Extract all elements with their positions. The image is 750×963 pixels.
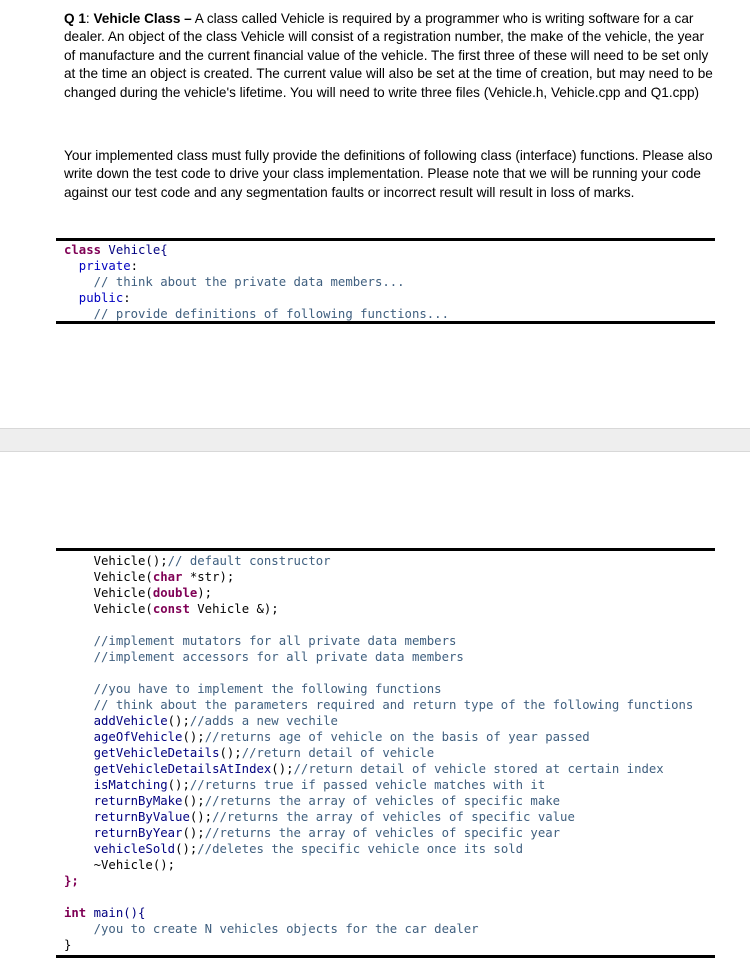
code-token: Vehicle( (64, 570, 153, 584)
code-token: (); (219, 746, 242, 760)
code-token: char (152, 570, 183, 584)
code-top-rule (56, 238, 715, 241)
code-line (64, 825, 693, 841)
code-line (64, 274, 449, 290)
code-token: vehicleSold (64, 842, 176, 856)
code-token: public (64, 291, 124, 305)
code-token: //return detail of vehicle (241, 746, 435, 760)
code-token: //implement mutators for all private data members (64, 634, 457, 648)
code-line (64, 793, 693, 809)
code-token: main(){ (93, 906, 146, 920)
code-line (64, 258, 449, 274)
code-token: (); (167, 714, 190, 728)
code-token: double (152, 586, 198, 600)
code-token: //returns the array of vehicles of specific value (212, 810, 575, 824)
question-intro: A class called Vehicle is required by a programmer who is writing software for a car dealer. An object of the class Vehicle will consist of a registration number, the make of the vehicle, the year of manufacture and the current financial value of the vehicle. The first three of these will need to be set only at the time an object is created. The current value will also be set at the time of creation, but may need to be changed during the vehicle's lifetime. You will need to write three files (Vehicle.h, Vehicle.cpp and Q1.cpp) (64, 11, 713, 100)
code-token: class (64, 243, 109, 257)
code-token: (); (182, 794, 205, 808)
code-line (64, 649, 693, 665)
code-token: //deletes the specific vehicle once its sold (197, 842, 524, 856)
code-token: // provide definitions of following functions... (64, 307, 449, 321)
code-token: // default constructor (167, 554, 331, 568)
code-token: //implement accessors for all private data members (64, 650, 464, 664)
code-end-rule (56, 955, 715, 958)
code-line (64, 809, 693, 825)
code-token: //returns the array of vehicles of specific make (204, 794, 561, 808)
code-line (64, 857, 693, 873)
code-line (64, 681, 693, 697)
page-break-gap (0, 428, 750, 452)
code-token: Vehicle( (64, 602, 153, 616)
code-line (64, 306, 449, 322)
code-line (64, 905, 693, 921)
code-token: addVehicle (64, 714, 168, 728)
code-line (64, 553, 693, 569)
question-label: Q 1 (64, 11, 86, 26)
code-token: const (152, 602, 190, 616)
code-line (64, 777, 693, 793)
class-body-code (64, 553, 693, 953)
code-line (64, 585, 693, 601)
code-token: *str); (182, 570, 235, 584)
code-line (64, 242, 449, 258)
code-token: returnByMake (64, 794, 183, 808)
code-token: private (64, 259, 131, 273)
code-token: Vehicle(); (64, 554, 168, 568)
code-top-bottom-rule (56, 321, 715, 324)
code-token: Vehicle{ (108, 243, 168, 257)
code-line (64, 873, 693, 889)
code-token: (); (189, 810, 213, 824)
code-line (64, 569, 693, 585)
code-token: // think about the parameters required and return type of the following functions (64, 698, 694, 712)
code-token: //adds a new vechile (189, 714, 338, 728)
class-header-code (64, 242, 449, 322)
code-line (64, 841, 693, 857)
code-token: //return detail of vehicle stored at certain index (293, 762, 664, 776)
code-token: getVehicleDetails (64, 746, 220, 760)
code-token: Vehicle( (64, 586, 153, 600)
code-token: : (123, 291, 131, 305)
code-token: (); (182, 730, 205, 744)
code-token: (); (182, 826, 205, 840)
code-line (64, 745, 693, 761)
code-token: /you to create N vehicles objects for the car dealer (64, 922, 479, 936)
code-token: getVehicleDetailsAtIndex (64, 762, 272, 776)
code-line (64, 937, 693, 953)
code-token: : (130, 259, 139, 273)
code-line (64, 889, 693, 905)
code-token: //returns true if passed vehicle matches with it (189, 778, 546, 792)
code-token: returnByValue (64, 810, 190, 824)
code-token: (); (175, 842, 198, 856)
question-paragraph: Q 1: Vehicle Class – A class called Vehicle is required by a programmer who is writing software for a car dealer. An object of the class Vehicle will consist of a registration number, the make of the vehicle, the year of manufacture and the current financial value of the vehicle. The first three of these will need to be set only at the time an object is created. The current value will also be set at the time of creation, but may need to be changed during the vehicle's lifetime. You will need to write three files (Vehicle.h, Vehicle.cpp and Q1.cpp) (64, 11, 713, 100)
code-bottom-rule (56, 548, 715, 551)
code-line (64, 713, 693, 729)
question-title: Vehicle Class – (93, 11, 192, 26)
code-token: ); (197, 586, 213, 600)
code-line (64, 617, 693, 633)
code-line (64, 290, 449, 306)
code-token: ~Vehicle(); (64, 858, 176, 872)
code-token: // think about the private data members... (64, 275, 405, 289)
code-token: //you have to implement the following functions (64, 682, 442, 696)
code-line (64, 921, 693, 937)
instructions-paragraph: Your implemented class must fully provide the definitions of following class (interface) functions. Please also write down the test code to drive your class implementation. Please note that we will be running your code against our test code and any segmentation faults or incorrect result will result in loss of marks. (64, 148, 713, 200)
code-token: //returns age of vehicle on the basis of year passed (204, 730, 590, 744)
code-line (64, 601, 693, 617)
code-token: (); (167, 778, 190, 792)
code-token: } (64, 938, 72, 952)
code-token: Vehicle &); (189, 602, 279, 616)
code-line (64, 697, 693, 713)
code-token: //returns the array of vehicles of specific year (204, 826, 561, 840)
code-token: ageOfVehicle (64, 730, 183, 744)
code-line (64, 665, 693, 681)
code-token: returnByYear (64, 826, 183, 840)
code-line (64, 633, 693, 649)
code-line (64, 761, 693, 777)
code-line (64, 729, 693, 745)
code-token: }; (64, 874, 79, 888)
code-token: int (64, 906, 94, 920)
code-token: isMatching (64, 778, 168, 792)
code-token: (); (271, 762, 294, 776)
